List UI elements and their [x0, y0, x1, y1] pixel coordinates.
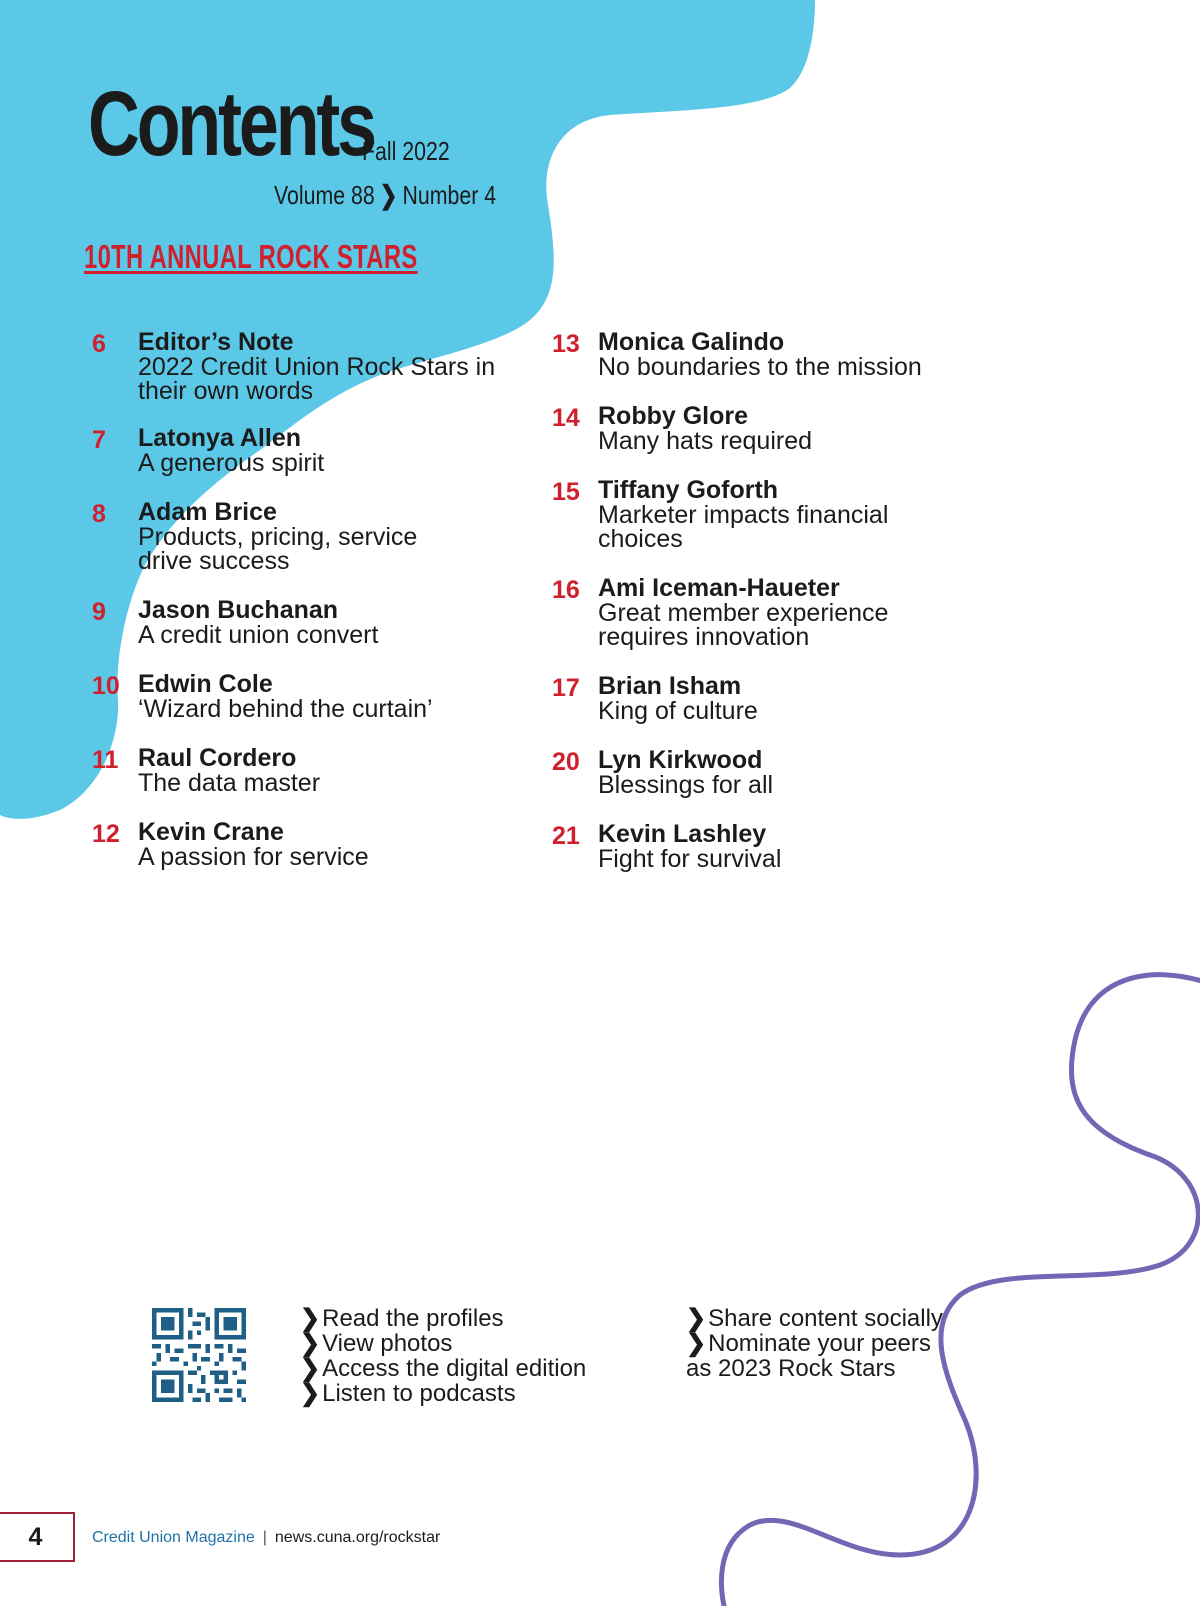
link-share-socially[interactable] [686, 1306, 943, 1331]
link-label: Nominate your peers [708, 1330, 931, 1357]
footer-separator: | [262, 1529, 267, 1546]
toc-page-number: 15 [552, 478, 580, 506]
link-label: Share content socially [708, 1305, 943, 1332]
toc-text [598, 478, 978, 551]
toc-text [138, 672, 518, 721]
toc-name: Raul Cordero [138, 744, 297, 772]
link-digital-edition[interactable] [300, 1356, 586, 1381]
toc-name: Brian Isham [598, 672, 742, 700]
toc-text [138, 598, 518, 647]
toc-text [138, 330, 518, 403]
toc-page-number: 21 [552, 822, 580, 850]
toc-page-number: 11 [92, 746, 119, 774]
toc-text [598, 822, 978, 871]
toc-desc: Products, pricing, service [138, 523, 418, 551]
toc-desc: Blessings for all [598, 771, 774, 799]
toc-desc: Fight for survival [598, 845, 782, 873]
toc-desc: ‘Wizard behind the curtain’ [138, 695, 433, 723]
toc-text [598, 576, 978, 649]
toc-name: Edwin Cole [138, 670, 273, 698]
toc-page-number: 9 [92, 598, 106, 626]
toc-name: Robby Glore [598, 402, 749, 430]
link-label: Listen to podcasts [322, 1380, 516, 1407]
toc-desc: Great member experience [598, 599, 889, 627]
chevron-right-icon: ❯ [686, 1330, 707, 1357]
toc-page-number: 7 [92, 426, 106, 454]
footer [92, 1529, 440, 1547]
digital-links-left [300, 1306, 586, 1406]
toc-name: Ami Iceman-Haueter [598, 574, 840, 602]
toc-name: Kevin Lashley [598, 820, 767, 848]
toc-page-number: 10 [92, 672, 120, 700]
toc-desc: A credit union convert [138, 621, 379, 649]
link-read-profiles[interactable] [300, 1306, 586, 1331]
page-number: 4 [0, 1512, 75, 1562]
toc-desc: Many hats required [598, 427, 813, 455]
toc-name: Adam Brice [138, 498, 277, 526]
toc-page-number: 16 [552, 576, 580, 604]
link-label: Read the profiles [322, 1305, 504, 1332]
section-heading: 10TH ANNUAL ROCK STARS [84, 238, 418, 275]
toc-page-number: 12 [92, 820, 120, 848]
toc-desc: The data master [138, 769, 321, 797]
chevron-right-icon: ❯ [300, 1380, 321, 1407]
toc-desc: A generous spirit [138, 449, 325, 477]
chevron-right-icon: ❯ [300, 1305, 321, 1332]
toc-text [598, 404, 978, 453]
toc-text [138, 426, 518, 475]
toc-desc: requires innovation [598, 623, 810, 651]
toc-page-number: 14 [552, 404, 580, 432]
toc-name: Editor’s Note [138, 328, 294, 356]
toc-name: Monica Galindo [598, 328, 785, 356]
toc-desc: Marketer impacts financial [598, 501, 889, 529]
toc-desc: A passion for service [138, 843, 369, 871]
toc-desc: King of culture [598, 697, 758, 725]
chevron-right-icon: ❯ [300, 1330, 321, 1357]
toc-page-number: 6 [92, 330, 106, 358]
toc-desc: choices [598, 525, 683, 553]
issue-volume-number [274, 180, 496, 211]
toc-text [598, 674, 978, 723]
toc-page-number: 17 [552, 674, 580, 702]
number-label: Number 4 [402, 180, 497, 210]
toc-name: Lyn Kirkwood [598, 746, 763, 774]
link-podcasts[interactable] [300, 1381, 586, 1406]
footer-url[interactable]: news.cuna.org/rockstar [274, 1529, 441, 1546]
toc-name: Latonya Allen [138, 424, 301, 452]
magazine-name: Credit Union Magazine [92, 1529, 255, 1546]
link-label: View photos [322, 1330, 453, 1357]
toc-text [598, 330, 978, 379]
toc-desc: drive success [138, 547, 290, 575]
toc-page-number: 8 [92, 500, 106, 528]
toc-name: Jason Buchanan [138, 596, 339, 624]
toc-text [138, 500, 518, 573]
link-view-photos[interactable] [300, 1331, 586, 1356]
toc-name: Tiffany Goforth [598, 476, 779, 504]
toc-page-number: 13 [552, 330, 580, 358]
toc-desc: their own words [138, 377, 314, 405]
link-nominate-peers[interactable] [686, 1331, 943, 1356]
qr-code-icon[interactable] [152, 1308, 246, 1402]
link-label: as 2023 Rock Stars [686, 1355, 896, 1382]
toc-text [598, 748, 978, 797]
purple-squiggle [721, 975, 1200, 1606]
digital-links-right [686, 1306, 943, 1381]
toc-desc: 2022 Credit Union Rock Stars in [138, 353, 496, 381]
link-label: Access the digital edition [322, 1355, 587, 1382]
chevron-right-icon: ❯ [379, 180, 398, 210]
volume-label: Volume 88 [274, 180, 375, 210]
link-nominate-continued [686, 1356, 943, 1381]
toc-text [138, 746, 518, 795]
toc-text [138, 820, 518, 869]
chevron-right-icon: ❯ [686, 1305, 707, 1332]
page-title: Contents [88, 73, 374, 175]
issue-season: Fall 2022 [362, 136, 450, 166]
toc-name: Kevin Crane [138, 818, 284, 846]
toc-page-number: 20 [552, 748, 580, 776]
toc-desc: No boundaries to the mission [598, 353, 922, 381]
chevron-right-icon: ❯ [300, 1355, 321, 1382]
